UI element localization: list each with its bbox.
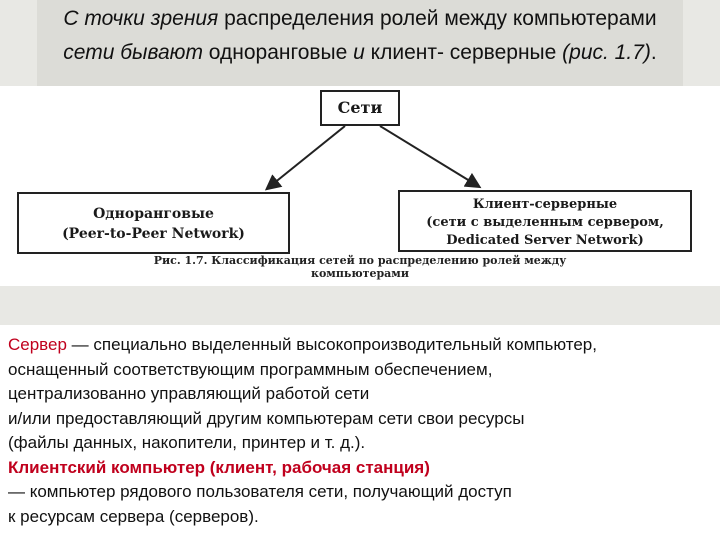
caption-line-2: компьютерами <box>311 267 409 280</box>
intro-italic-2b: и <box>353 41 365 64</box>
server-line-1 <box>8 333 713 358</box>
intro-italic-1: С точки зрения <box>63 7 219 30</box>
node-networks-label: Сети <box>337 98 383 117</box>
client-def-1: — компьютер рядового пользователя сети, получающий доступ <box>8 482 512 501</box>
intro-italic-2c: (рис. 1.7) <box>562 41 651 64</box>
node-cs-label-3: Dedicated Server Network) <box>446 233 644 248</box>
client-def-2: к ресурсам сервера (серверов). <box>8 506 259 526</box>
node-peer-label-1: Одноранговые <box>93 206 214 222</box>
definitions-text <box>8 333 713 529</box>
server-def-2: оснащенный соответствующим программным обеспечением, <box>8 359 493 379</box>
intro-line-1 <box>37 2 683 36</box>
intro-mid-2b: клиент- серверные <box>364 41 563 64</box>
intro-line-2 <box>37 36 683 70</box>
intro-mid-2: одноранговые <box>202 41 354 64</box>
caption-line-1: Рис. 1.7. Классификация сетей по распределению ролей между <box>153 254 567 267</box>
node-cs-label-1: Клиент-серверные <box>472 197 618 212</box>
intro-rest-1: распределения ролей между компьютерами <box>218 7 657 30</box>
server-term: Сервер <box>8 335 67 354</box>
server-def-3: централизованно управляющий работой сети <box>8 384 370 403</box>
node-peer-to-peer <box>17 192 290 254</box>
server-def-1: — специально выделенный высокопроизводительный компьютер, <box>66 335 597 354</box>
intro-text <box>37 2 683 70</box>
node-client-server <box>398 190 692 252</box>
client-term: Клиентский компьютер (клиент, рабочая станция) <box>8 457 430 477</box>
intro-italic-2a: сети бывают <box>63 41 203 64</box>
intro-end-2: . <box>650 41 657 64</box>
server-def-5: (файлы данных, накопители, принтер и т. д.). <box>8 433 366 452</box>
server-def-4: и/или предоставляющий другим компьютерам сети свои ресурсы <box>8 408 525 428</box>
node-networks <box>320 90 400 126</box>
figure-caption <box>80 254 640 280</box>
node-peer-label-2: (Peer-to-Peer Network) <box>62 226 245 242</box>
node-cs-label-2: (сети с выделенным сервером, <box>426 215 664 230</box>
